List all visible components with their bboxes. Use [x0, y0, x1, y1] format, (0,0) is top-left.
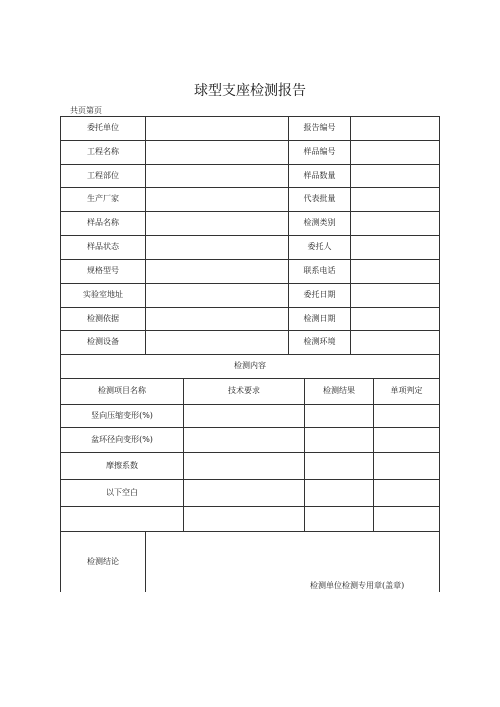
- grid-line: [60, 479, 440, 480]
- grid-line: [60, 354, 440, 355]
- grid-line: [60, 235, 440, 236]
- label-batch-size: 代表批量: [303, 194, 336, 203]
- page-info: 共页第页: [70, 106, 102, 115]
- value-test-basis[interactable]: [146, 307, 288, 330]
- value-sample-quantity[interactable]: [351, 164, 439, 187]
- header-judgment: 单项判定: [390, 386, 423, 395]
- grid-line: [60, 116, 61, 592]
- label-model-spec: 规格型号: [87, 266, 119, 275]
- grid-line: [60, 427, 440, 428]
- label-test-environment: 检测环境: [303, 337, 336, 346]
- value-test-equipment[interactable]: [146, 330, 288, 354]
- grid-line: [60, 140, 440, 141]
- grid-line: [60, 531, 440, 532]
- grid-line: [60, 116, 440, 117]
- grid-line: [60, 259, 440, 260]
- grid-line: [373, 378, 374, 531]
- label-sample-name: 样品名称: [87, 218, 119, 227]
- report-title: 球型支座检测报告: [194, 83, 306, 99]
- value-manufacturer[interactable]: [146, 187, 288, 211]
- header-test-result: 检测结果: [323, 386, 355, 395]
- label-lab-address: 实验室地址: [83, 290, 123, 299]
- grid-line: [60, 452, 440, 453]
- value-test-date[interactable]: [351, 307, 439, 330]
- label-entrust-date: 委托日期: [303, 290, 336, 299]
- label-manufacturer: 生产厂家: [87, 194, 119, 203]
- label-test-equipment: 检测设备: [87, 337, 119, 346]
- label-sample-quantity: 样品数量: [303, 170, 336, 180]
- value-report-number[interactable]: [351, 116, 439, 140]
- grid-line: [60, 330, 440, 331]
- label-sample-status: 样品状态: [87, 242, 119, 251]
- label-test-basis: 检测依据: [87, 313, 119, 323]
- section-test-content-title: 检测内容: [234, 361, 266, 370]
- label-project-part: 工程部位: [87, 170, 119, 180]
- value-entrusting-unit[interactable]: [146, 116, 288, 140]
- label-test-date: 检测日期: [303, 313, 336, 323]
- grid-line: [60, 211, 440, 212]
- grid-line: [60, 307, 440, 308]
- grid-line: [60, 378, 440, 379]
- grid-line: [60, 187, 440, 188]
- grid-line: [288, 116, 289, 354]
- grid-line: [145, 531, 146, 592]
- grid-line: [350, 116, 351, 354]
- value-sample-status[interactable]: [146, 235, 288, 259]
- stamp-text: 检测单位检测专用章(盖章): [310, 581, 405, 590]
- value-test-category[interactable]: [351, 211, 439, 235]
- grid-line: [60, 164, 440, 165]
- item-empty: [61, 506, 183, 531]
- value-lab-address[interactable]: [146, 283, 288, 307]
- value-batch-size[interactable]: [351, 187, 439, 211]
- label-phone: 联系电话: [303, 266, 336, 275]
- value-phone[interactable]: [351, 259, 439, 283]
- label-report-number: 报告编号: [303, 123, 336, 132]
- value-project-name[interactable]: [146, 140, 288, 164]
- grid-line: [439, 116, 440, 592]
- value-conclusion[interactable]: [146, 532, 439, 572]
- item-vertical-compression: 竖向压缩变形(%): [91, 410, 153, 420]
- value-entrust-date[interactable]: [351, 283, 439, 307]
- value-test-environment[interactable]: [351, 330, 439, 354]
- label-entrusting-unit: 委托单位: [87, 123, 119, 132]
- item-ring-radial-deformation: 盆环径向变形(%): [91, 434, 153, 444]
- item-friction-coefficient: 摩擦系数: [106, 460, 138, 470]
- grid-line: [60, 506, 440, 507]
- value-model-spec[interactable]: [146, 259, 288, 283]
- value-project-part[interactable]: [146, 164, 288, 187]
- label-project-name: 工程名称: [87, 147, 119, 156]
- header-requirement: 技术要求: [228, 386, 260, 395]
- grid-line: [60, 404, 440, 405]
- value-sample-name[interactable]: [146, 211, 288, 235]
- grid-line: [60, 283, 440, 284]
- value-sample-number[interactable]: [351, 140, 439, 164]
- label-sample-number: 样品编号: [303, 147, 336, 156]
- grid-line: [183, 378, 184, 531]
- item-blank-below: 以下空白: [106, 487, 138, 497]
- label-test-category: 检测类别: [303, 218, 336, 227]
- label-conclusion: 检测结论: [87, 557, 119, 566]
- header-test-item: 检测项目名称: [98, 386, 146, 395]
- grid-line: [145, 116, 146, 354]
- value-client[interactable]: [351, 235, 439, 259]
- grid-line: [304, 378, 305, 531]
- label-client: 委托人: [307, 242, 332, 251]
